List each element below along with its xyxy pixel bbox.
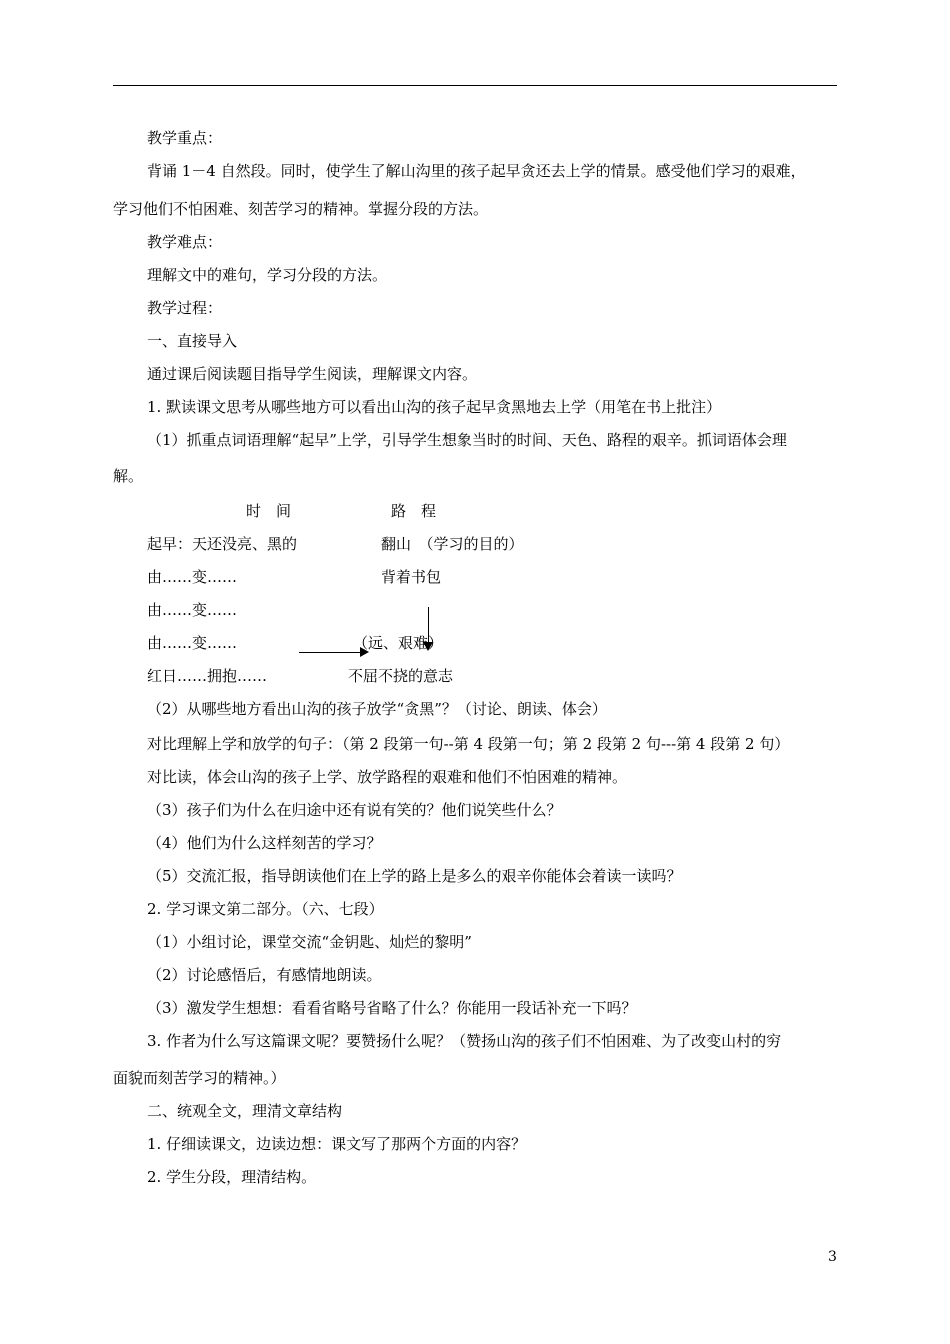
diagram-header-route: 路 程 [391, 502, 437, 520]
text-line: 2. 学生分段，理清结构。 [147, 1168, 317, 1186]
text-line: 面貌而刻苦学习的精神。） [113, 1069, 286, 1087]
text-line: 学习他们不怕困难、刻苦学习的精神。掌握分段的方法。 [113, 200, 489, 218]
text-line: 通过课后阅读题目指导学生阅读，理解课文内容。 [147, 365, 478, 383]
text-line: 教学难点： [147, 233, 223, 251]
text-line: 解。 [113, 467, 144, 485]
text-line: 2. 学习课文第二部分。（六、七段） [147, 900, 384, 918]
page-number: 3 [828, 1249, 837, 1265]
diagram-header-time: 时 间 [246, 502, 292, 520]
right-arrow-icon [299, 652, 361, 653]
text-line: （1）抓重点词语理解“起早”上学，引导学生想象当时的时间、天色、路程的艰辛。抓词语体会理 [147, 431, 787, 449]
diagram-left-cell: 由……变…… [147, 568, 238, 586]
text-line: 1. 默读课文思考从哪些地方可以看出山沟的孩子起早贪黑地去上学（用笔在书上批注） [147, 398, 722, 416]
text-line: （3）孩子们为什么在归途中还有说有笑的？他们说笑些什么？ [147, 801, 562, 819]
diagram-left-cell: 起早：天还没亮、黑的 [147, 535, 298, 553]
text-line: （5）交流汇报，指导朗读他们在上学的路上是多么的艰辛你能体会着读一读吗？ [147, 867, 682, 885]
diagram-right-cell: 背着书包 [381, 568, 442, 586]
text-line: （3）激发学生想想：看看省略号省略了什么？你能用一段话补充一下吗？ [147, 999, 637, 1017]
text-line: 3. 作者为什么写这篇课文呢？要赞扬什么呢？（赞扬山沟的孩子们不怕困难、为了改变山村的穷 [147, 1032, 782, 1050]
diagram-right-cell: （远、艰难） [353, 634, 444, 652]
text-line: 背诵 1－4 自然段。同时，使学生了解山沟里的孩子起早贪还去上学的情景。感受他们学习的艰难， [147, 162, 806, 180]
diagram-right-cell: 不屈不挠的意志 [348, 667, 454, 685]
text-line: 对比读，体会山沟的孩子上学、放学路程的艰难和他们不怕困难的精神。 [147, 768, 628, 786]
text-line: 二、统观全文，理清文章结构 [147, 1102, 343, 1120]
text-line: 1. 仔细读课文，边读边想：课文写了那两个方面的内容？ [147, 1135, 527, 1153]
diagram-left-cell: 由……变…… [147, 601, 238, 619]
header-rule [113, 85, 837, 86]
text-line: 教学重点： [147, 129, 223, 147]
text-line: （2）讨论感悟后，有感情地朗读。 [147, 966, 382, 984]
text-line: （4）他们为什么这样刻苦的学习？ [147, 834, 382, 852]
text-line: 教学过程： [147, 299, 223, 317]
text-line: （1）小组讨论，课堂交流“金钥匙、灿烂的黎明” [147, 933, 472, 951]
diagram-left-cell: 由……变…… [147, 634, 238, 652]
text-line: 对比理解上学和放学的句子：（第 2 段第一句--第 4 段第一句；第 2 段第 2 句---第 4 段第 2 句） [147, 735, 790, 753]
down-arrow-icon [428, 607, 429, 643]
text-line: 理解文中的难句，学习分段的方法。 [147, 266, 388, 284]
text-line: （2）从哪些地方看出山沟的孩子放学“贪黑”？（讨论、朗读、体会） [147, 700, 607, 718]
text-line: 一、直接导入 [147, 332, 238, 350]
diagram-left-cell: 红日……拥抱…… [147, 667, 268, 685]
diagram-right-cell: 翻山 （学习的目的） [381, 535, 524, 553]
